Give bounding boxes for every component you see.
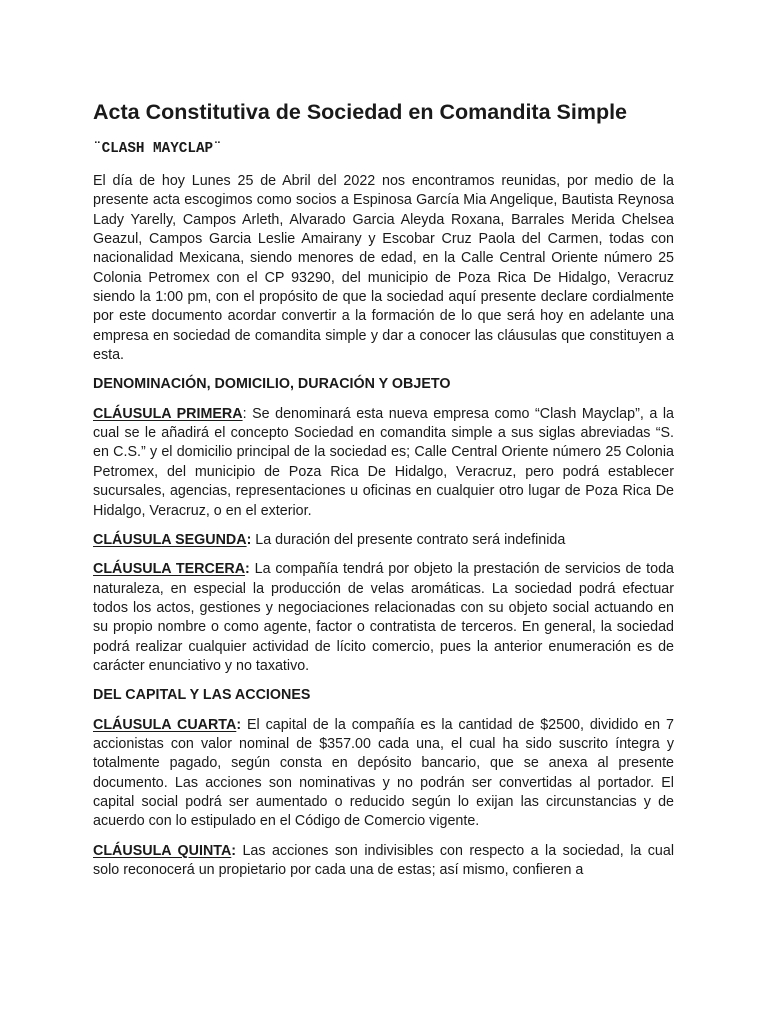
clause-segunda-label: CLÁUSULA SEGUNDA [93, 531, 247, 548]
clause-tercera-colon: : [245, 561, 250, 578]
clause-primera-colon: : [242, 405, 247, 422]
clause-tercera-label: CLÁUSULA TERCERA [93, 561, 246, 578]
company-name: ¨CLASH MAYCLAP¨ [93, 141, 222, 157]
clause-tercera [93, 560, 674, 676]
clause-segunda [93, 531, 674, 550]
clause-quinta-text: Las acciones son indivisibles con respecto a la sociedad, la cual solo reconocerá un propietario por cada una de estas; así mismo, confieren a [93, 842, 675, 878]
clause-segunda-colon: : [246, 531, 252, 548]
intro-paragraph: El día de hoy Lunes 25 de Abril del 2022 nos encontramos reunidas, por medio de la presente acta escogimos como socios a Espinosa García Mia Angelique, Bautista Reynosa Lady Yarelly, Campos Arleth, Alvarado Garcia Aleyda Roxana, Barrales Merida Chelsea Geazul, Campos Garcia Leslie Amairany y Escobar Cruz Paola del Carmen, todas con nacionalidad Mexicana, siendo menores de edad, en la Calle Central Oriente número 25 Colonia Petromex con el CP 93290, del municipio de Poza Rica De Hidalgo, Veracruz siendo la 1:00 pm, con el propósito de que la sociedad aquí presente declare cordialmente por este documento acordar convertir a la formación de lo que será hoy en adelante una empresa en sociedad de comandita simple y dar a conocer las cláusulas que constituyen a esta. [93, 173, 674, 364]
clause-primera [93, 405, 674, 521]
clause-segunda-text: La duración del presente contrato será indefinida [251, 531, 566, 548]
clause-primera-label: CLÁUSULA PRIMERA [93, 405, 243, 422]
section-heading-capital: DEL CAPITAL Y LAS ACCIONES [93, 687, 311, 704]
clause-cuarta [93, 716, 674, 832]
clause-cuarta-colon: : [236, 716, 242, 733]
section-heading-denominacion: DENOMINACIÓN, DOMICILIO, DURACIÓN Y OBJETO [93, 376, 451, 393]
clause-cuarta-label: CLÁUSULA CUARTA [93, 716, 237, 733]
clause-quinta-colon: : [231, 842, 237, 859]
clause-cuarta-text: El capital de la compañía es la cantidad de $2500, dividido en 7 accionistas con valor nominal de $357.00 cada una, el cual ha sido suscrito íntegra y totalmente pagado, según consta en depósito bancario, que se anexa al presente documento. Las acciones son nominativas y no podrán ser convertidas al portador. El capital social podrá ser aumentado o reducido según lo exijan las circunstancias y de acuerdo con lo estipulado en el Código de Comercio vigente. [93, 716, 674, 830]
clause-quinta [93, 842, 674, 881]
document-title: Acta Constitutiva de Sociedad en Comandita Simple [93, 100, 628, 124]
document-page [93, 98, 674, 890]
clause-tercera-text: La compañía tendrá por objeto la prestación de servicios de toda naturaleza, en especial la producción de velas aromáticas. La sociedad podrá efectuar todos los actos, gestiones y negociaciones relacionadas con su objeto social actuando en su propio nombre o como agente, factor o contratista de terceros. En general, la sociedad podrá realizar cualquier actividad de lícito comercio, pues la anterior enumeración es de carácter enunciativo y no taxativo. [93, 561, 675, 674]
clause-quinta-label: CLÁUSULA QUINTA [93, 842, 232, 859]
clause-primera-text: Se denominará esta nueva empresa como “Clash Mayclap”, a la cual se le añadirá el concepto Sociedad en comandita simple a sus siglas abreviadas “S. en C.S.” y el domicilio principal de la sociedad es; Calle Central Oriente número 25 Colonia Petromex, del municipio de Poza Rica De Hidalgo, Veracruz, pero podrá establecer sucursales, agencias, representaciones u oficinas en cualquier otro lugar de Poza Rica De Hidalgo, Veracruz, o en el exterior. [93, 405, 674, 519]
